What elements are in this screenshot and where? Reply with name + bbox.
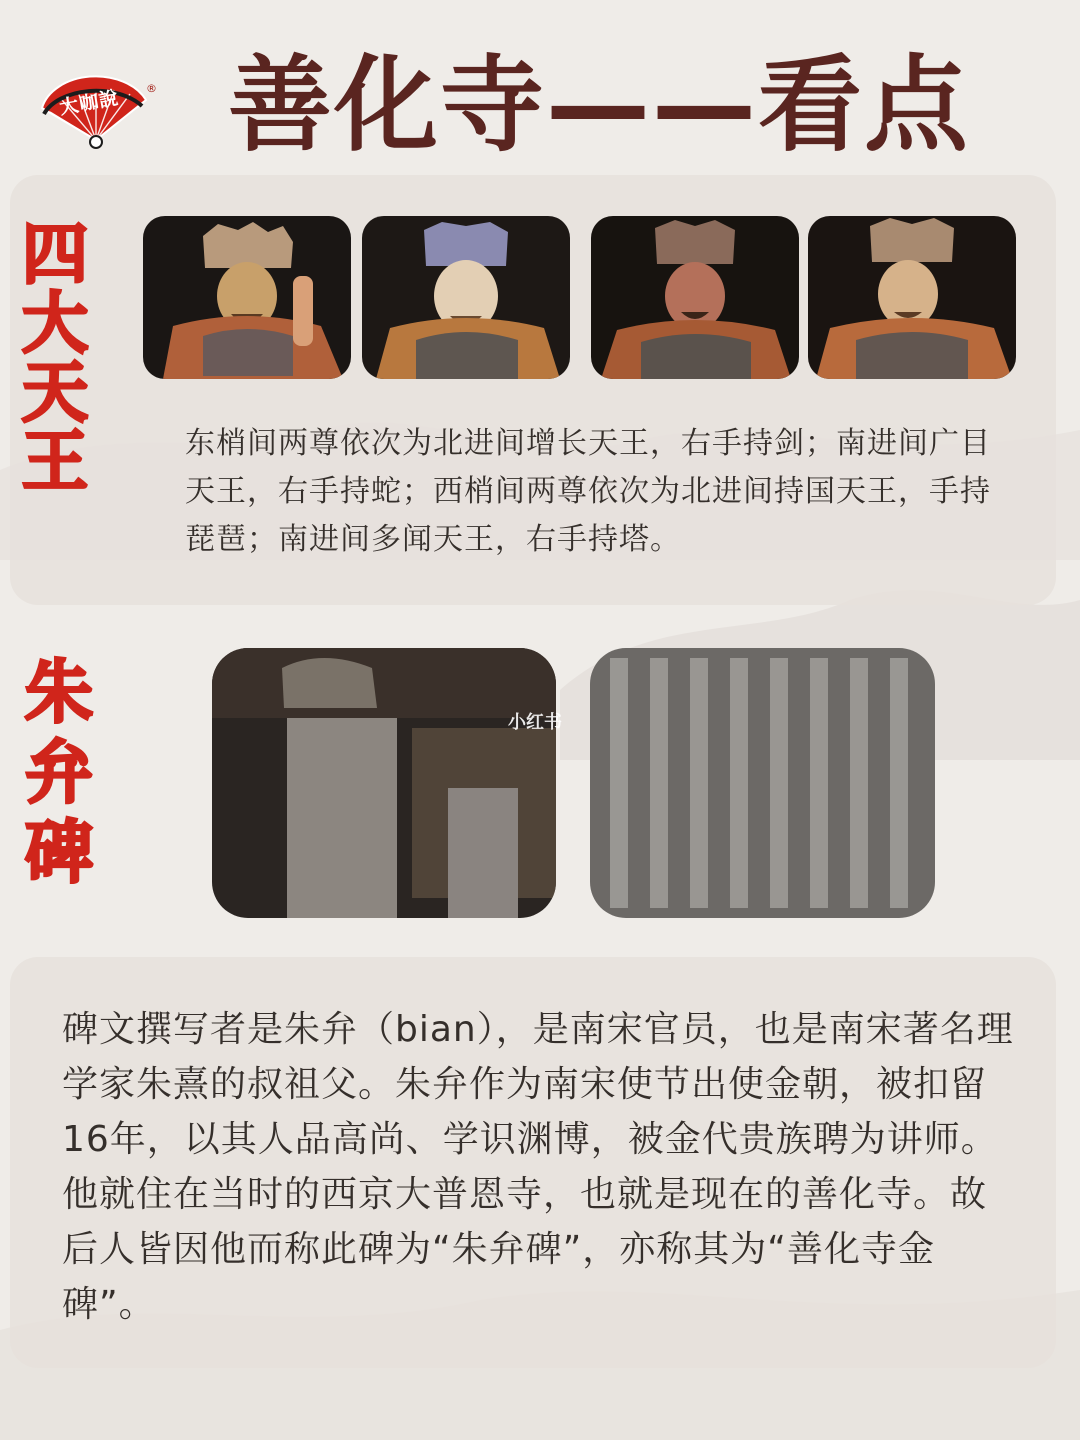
label-char: 四 [22,216,88,293]
label-char: 朱 [24,654,93,733]
label-char: 碑 [24,814,93,893]
label-char: 天 [22,354,88,431]
page-title: 善化寺——看点 [228,44,971,166]
section-label-zhu-bian-stele [14,654,104,900]
guardian-statue-photo [591,216,799,379]
watermark-text: 小红书 [508,712,562,733]
label-char: 大 [22,285,88,362]
logo-text: 大咖說 [57,86,121,120]
guardian-statue-photo [808,216,1016,379]
four-kings-description: 东梢间两尊依次为北进间增长天王，右手持剑；南进间广目天王，右手持蛇；西梢间两尊依次为北进间持国天王，手持琵琶；南进间多闻天王，右手持塔。 [185,426,991,557]
stele-hall-photo [212,648,556,918]
guardian-statue-photo [362,216,570,379]
label-char: 弁 [24,734,93,813]
label-char: 王 [22,423,88,500]
section-label-four-kings [10,216,100,500]
zhu-bian-stele-description: 碑文撰写者是朱弁（bian），是南宋官员，也是南宋著名理学家朱熹的叔祖父。朱弁作为南宋使节出使金朝，被扣留16年，以其人品高尚、学识渊博，被金代贵族聘为讲师。他就住在当时的西京大普恩寺，也就是现在的善化寺。故后人皆因他而称此碑为“朱弁碑”，亦称其为“善化寺金碑”。 [62,1009,1014,1325]
registered-mark: ® [146,82,157,95]
guardian-statue-photo [143,216,351,379]
inscription-closeup-photo [590,648,935,918]
